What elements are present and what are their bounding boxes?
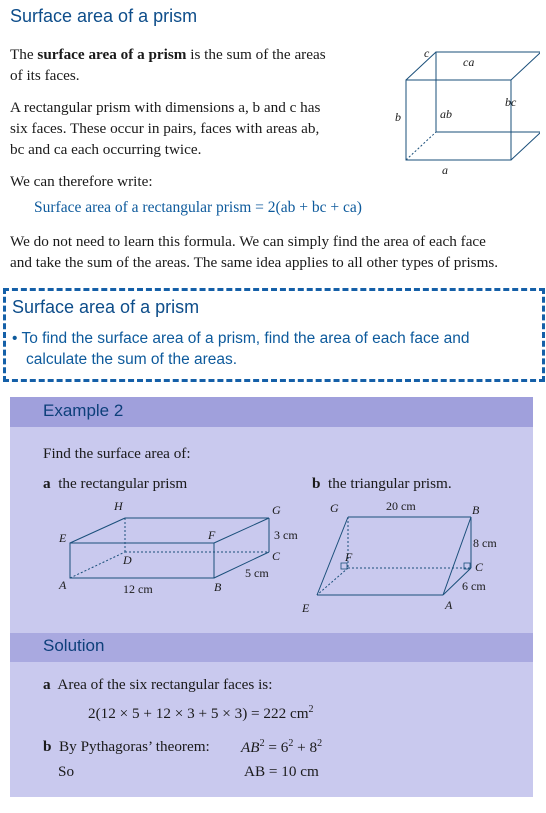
eq1-end: + 8 xyxy=(293,739,318,757)
cube-label-a: a xyxy=(442,163,448,177)
cube-diagram xyxy=(390,40,540,180)
cube-label-bc: bc xyxy=(505,95,517,109)
para3: We can therefore write: xyxy=(10,173,153,190)
key-box-title: Surface area of a prism xyxy=(12,297,200,317)
tri-label-G: G xyxy=(330,501,339,515)
solution-b-eq2: AB = 10 cm xyxy=(244,763,319,780)
eq1-sq-1: 2 xyxy=(259,738,265,749)
part-b xyxy=(312,475,452,493)
solution-a-calc-text: 2(12 × 5 + 12 × 3 + 5 × 3) = 222 cm xyxy=(88,705,309,723)
cube-label-ab: ab xyxy=(440,107,452,121)
solution-b-letter: b xyxy=(43,738,52,755)
section-title: Surface area of a prism xyxy=(10,6,198,26)
rect-prism-diagram xyxy=(50,495,310,605)
tri-label-B: B xyxy=(472,503,480,517)
solution-a-calc xyxy=(88,704,314,723)
cube-label-b: b xyxy=(395,110,401,124)
tri-label-A: A xyxy=(445,598,453,612)
intro-text-rest: is the sum of the areas xyxy=(186,46,326,63)
rect-label-D: D xyxy=(123,553,132,567)
part-b-letter: b xyxy=(312,475,321,492)
solution-a-sup: 2 xyxy=(308,704,314,715)
rect-label-F: F xyxy=(208,528,216,542)
rect-label-H: H xyxy=(114,499,123,513)
eq1-rest: = 6 xyxy=(264,739,289,757)
formula: Surface area of a rectangular prism = 2(ab + bc + ca) xyxy=(34,199,362,216)
solution-title: Solution xyxy=(43,636,105,655)
key-bullet-line-2: calculate the sum of the areas. xyxy=(26,351,238,368)
rect-height: 3 cm xyxy=(274,528,298,542)
part-b-text: the triangular prism. xyxy=(328,475,452,492)
tri-length: 20 cm xyxy=(386,499,416,513)
rect-label-A: A xyxy=(59,578,67,592)
tri-label-C: C xyxy=(475,560,484,574)
key-box-bullet xyxy=(12,328,470,370)
para2-line-2: six faces. These occur in pairs, faces with areas ab, xyxy=(10,120,320,137)
bullet-icon: • xyxy=(12,330,18,347)
part-a-letter: a xyxy=(43,475,51,492)
rect-label-G: G xyxy=(272,503,281,517)
tri-side-2: 6 cm xyxy=(462,579,486,593)
solution-a-text: Area of the six rectangular faces is: xyxy=(57,676,273,693)
rect-label-C: C xyxy=(272,549,281,563)
example-title: Example 2 xyxy=(43,401,124,420)
para4-line-1: We do not need to learn this formula. We can simply find the area of each face xyxy=(10,233,486,250)
key-bullet-line-1: To find the surface area of a prism, find the area of each face and xyxy=(21,330,470,347)
cube-label-ca: ca xyxy=(463,55,475,69)
tri-label-E: E xyxy=(302,601,310,615)
eq1-sq-2: 2 xyxy=(288,738,294,749)
part-a xyxy=(43,475,187,493)
solution-b-text: By Pythagoras’ theorem: xyxy=(59,738,210,755)
intro-line-2: of its faces. xyxy=(10,67,80,84)
solution-b-eq1 xyxy=(241,738,322,757)
para2-line-1: A rectangular prism with dimensions a, b and c has xyxy=(10,99,321,116)
tri-label-F: F xyxy=(345,550,353,564)
solution-a xyxy=(43,676,272,694)
solution-so: So xyxy=(58,763,75,780)
rect-label-B: B xyxy=(214,580,222,594)
solution-a-letter: a xyxy=(43,676,51,693)
rect-depth: 5 cm xyxy=(245,566,269,580)
rect-length: 12 cm xyxy=(123,582,153,596)
para2-line-3: bc and ca each occurring twice. xyxy=(10,141,202,158)
intro-text: The xyxy=(10,46,38,63)
tri-prism-diagram xyxy=(295,495,515,620)
tri-side-1: 8 cm xyxy=(473,536,497,550)
eq1-sq-3: 2 xyxy=(317,738,323,749)
cube-label-c: c xyxy=(424,46,430,60)
example-prompt: Find the surface area of: xyxy=(43,445,191,462)
part-a-text: the rectangular prism xyxy=(58,475,188,492)
term-bold: surface area of a prism xyxy=(37,46,187,63)
rect-label-E: E xyxy=(59,531,67,545)
intro-line-1 xyxy=(10,44,326,65)
eq1-lhs: AB xyxy=(241,739,260,757)
solution-b xyxy=(43,738,210,756)
para4-line-2: and take the sum of the areas. The same idea applies to all other types of prisms. xyxy=(10,254,499,271)
